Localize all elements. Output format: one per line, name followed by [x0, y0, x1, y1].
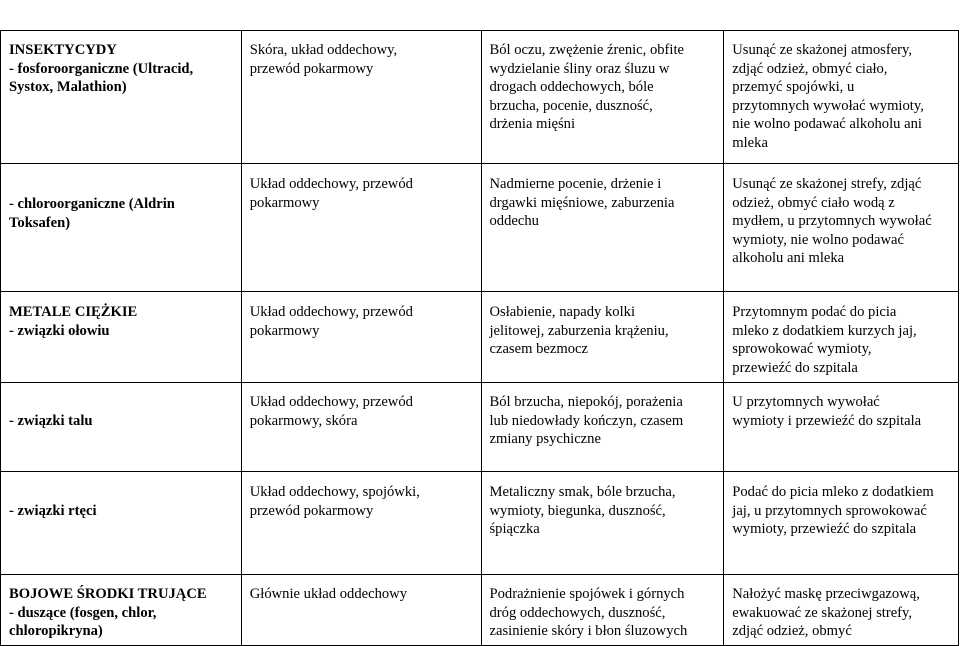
cell-line: Osłabienie, napady kolki	[489, 304, 635, 320]
cell-line: - związki talu	[9, 413, 93, 429]
cell-line: Ból oczu, zwężenie źrenic, obfite	[489, 42, 684, 58]
cell-first-aid	[724, 31, 959, 164]
cell-line: Usunąć ze skażonej atmosfery,	[732, 42, 913, 58]
cell-substance	[1, 292, 242, 383]
cell-line: Metaliczny smak, bóle brzucha,	[489, 484, 676, 500]
cell-line: Systox, Malathion)	[9, 79, 127, 95]
cell-line: śpiączka	[489, 521, 540, 537]
cell-symptoms	[481, 31, 724, 164]
table-row	[1, 292, 959, 383]
cell-line: Podać do picia mleko z dodatkiem	[732, 484, 934, 500]
cell-line: - związki ołowiu	[9, 322, 110, 339]
cell-symptoms	[481, 575, 724, 646]
cell-line: wydzielanie śliny oraz śluzu w	[489, 60, 670, 77]
cell-symptoms	[481, 383, 724, 472]
cell-line: Układ oddechowy, przewód	[249, 304, 413, 320]
cell-line: Układ oddechowy, przewód	[249, 176, 413, 192]
cell-line: Toksafen)	[9, 214, 71, 231]
cell-line: sprowokować wymioty,	[732, 341, 872, 357]
cell-line: Ból brzucha, niepokój, porażenia	[489, 394, 683, 410]
cell-line: Nadmierne pocenie, drżenie i	[489, 176, 662, 192]
cell-substance	[1, 383, 242, 472]
cell-line: chloropikryna)	[9, 623, 103, 639]
cell-line: - chloroorganiczne (Aldrin	[9, 196, 175, 212]
cell-first-aid	[724, 164, 959, 292]
cell-substance	[1, 472, 242, 575]
cell-line: - duszące (fosgen, chlor,	[9, 604, 157, 621]
cell-line: zdjąć odzież, obmyć ciało,	[732, 60, 888, 77]
cell-exposure-route	[241, 31, 481, 164]
cell-line: Układ oddechowy, spojówki,	[249, 484, 420, 500]
cell-line: zmiany psychiczne	[489, 431, 601, 447]
cell-line: - fosforoorganiczne (Ultracid,	[9, 60, 194, 77]
cell-line: Przytomnym podać do picia	[732, 304, 897, 320]
cell-symptoms	[481, 472, 724, 575]
cell-line: BOJOWE ŚRODKI TRUJĄCE	[9, 586, 207, 602]
cell-line: drgawki mięśniowe, zaburzenia	[489, 194, 675, 211]
cell-exposure-route	[241, 383, 481, 472]
cell-line: przewód pokarmowy	[249, 502, 374, 519]
cell-first-aid	[724, 292, 959, 383]
cell-line: nie wolno podawać alkoholu ani	[732, 116, 922, 132]
cell-line: jaj, u przytomnych sprowokować	[732, 502, 927, 519]
cell-line: pokarmowy, skóra	[249, 412, 358, 429]
cell-line: Układ oddechowy, przewód	[249, 394, 413, 410]
cell-line: dróg oddechowych, duszność,	[489, 604, 666, 621]
cell-first-aid	[724, 472, 959, 575]
cell-line: ewakuować ze skażonej strefy,	[732, 604, 913, 621]
cell-line: lub niedowłady kończyn, czasem	[489, 412, 684, 429]
cell-line: mleka	[732, 134, 768, 151]
cell-line: oddechu	[489, 213, 539, 229]
cell-first-aid	[724, 383, 959, 472]
cell-substance	[1, 31, 242, 164]
cell-substance	[1, 164, 242, 292]
cell-line: Skóra, układ oddechowy,	[249, 42, 398, 58]
cell-line: jelitowej, zaburzenia krążeniu,	[489, 322, 669, 339]
cell-line: mleko z dodatkiem kurzych jaj,	[732, 322, 917, 339]
cell-line: pokarmowy	[249, 194, 320, 211]
cell-line: Podrażnienie spojówek i górnych	[489, 586, 685, 602]
cell-line: zasinienie skóry i błon śluzowych	[489, 623, 688, 639]
cell-line: przewód pokarmowy	[249, 60, 374, 77]
cell-substance	[1, 575, 242, 646]
cell-line: przytomnych wywołać wymioty,	[732, 97, 924, 114]
cell-line: Usunąć ze skażonej strefy, zdjąć	[732, 176, 922, 192]
cell-line: przemyć spojówki, u	[732, 79, 855, 95]
cell-first-aid	[724, 575, 959, 646]
poisoning-table	[0, 30, 959, 646]
cell-line: odzież, obmyć ciało wodą z	[732, 194, 895, 211]
cell-line: wymioty i przewieźć do szpitala	[732, 412, 922, 429]
cell-line: U przytomnych wywołać	[732, 394, 880, 410]
cell-line: alkoholu ani mleka	[732, 250, 845, 266]
cell-line: INSEKTYCYDY	[9, 42, 117, 58]
cell-line: wymioty, przewieźć do szpitala	[732, 521, 917, 537]
cell-line: wymioty, biegunka, duszność,	[489, 502, 666, 519]
table-row	[1, 575, 959, 646]
cell-line: mydłem, u przytomnych wywołać	[732, 213, 932, 229]
cell-line: METALE CIĘŻKIE	[9, 304, 138, 320]
table-row	[1, 31, 959, 164]
table-row	[1, 472, 959, 575]
cell-exposure-route	[241, 575, 481, 646]
cell-line: zdjąć odzież, obmyć	[732, 623, 852, 639]
cell-symptoms	[481, 164, 724, 292]
cell-line: pokarmowy	[249, 322, 320, 339]
table-row	[1, 164, 959, 292]
cell-line: przewieźć do szpitala	[732, 359, 858, 376]
table-row	[1, 383, 959, 472]
cell-line: czasem bezmocz	[489, 341, 588, 357]
cell-line: brzucha, pocenie, duszność,	[489, 97, 653, 114]
cell-line: - związki rtęci	[9, 503, 97, 519]
cell-exposure-route	[241, 292, 481, 383]
cell-line: wymioty, nie wolno podawać	[732, 231, 904, 248]
cell-line: drżenia mięśni	[489, 116, 576, 132]
cell-line: drogach oddechowych, bóle	[489, 79, 654, 95]
cell-line: Głównie układ oddechowy	[249, 586, 408, 602]
cell-exposure-route	[241, 164, 481, 292]
cell-symptoms	[481, 292, 724, 383]
cell-exposure-route	[241, 472, 481, 575]
cell-line: Nałożyć maskę przeciwgazową,	[732, 586, 920, 602]
